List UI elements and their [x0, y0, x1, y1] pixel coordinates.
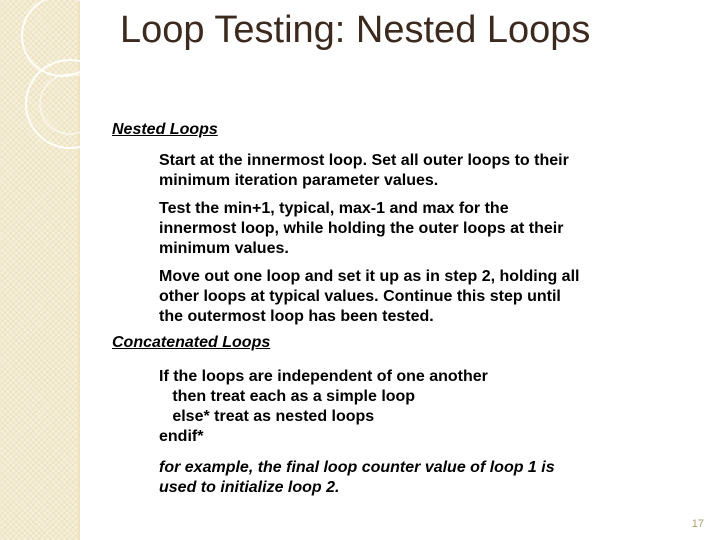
text-line: Start at the innermost loop. Set all outer loops to their [159, 152, 569, 169]
pseudocode-line: endif* [159, 428, 204, 445]
text-line: minimum iteration parameter values. [159, 172, 439, 189]
text-line: for example, the final loop counter value of loop 1 is [159, 459, 555, 476]
pseudocode-line: else* treat as nested loops [159, 408, 375, 425]
page-number: 17 [691, 518, 704, 530]
text-line: Move out one loop and set it up as in step 2, holding all [159, 268, 580, 285]
text-line: Test the min+1, typical, max-1 and max for the [159, 200, 509, 217]
example-note [159, 458, 659, 498]
nested-step-2 [159, 199, 659, 259]
pseudocode-block [159, 367, 659, 447]
nested-step-1 [159, 151, 659, 191]
nested-step-3 [159, 267, 659, 327]
pseudocode-line: then treat each as a simple loop [159, 388, 416, 405]
nested-loops-heading: Nested Loops [112, 121, 218, 138]
pseudocode-line: If the loops are independent of one another [159, 368, 488, 385]
text-line: minimum values. [159, 240, 289, 257]
text-line: used to initialize loop 2. [159, 479, 340, 496]
text-line: the outermost loop has been tested. [159, 308, 434, 325]
concatenated-loops-heading: Concatenated Loops [112, 334, 271, 351]
slide-title: Loop Testing: Nested Loops [120, 9, 591, 51]
text-line: other loops at typical values. Continue this step until [159, 288, 561, 305]
text-line: innermost loop, while holding the outer loops at their [159, 220, 564, 237]
